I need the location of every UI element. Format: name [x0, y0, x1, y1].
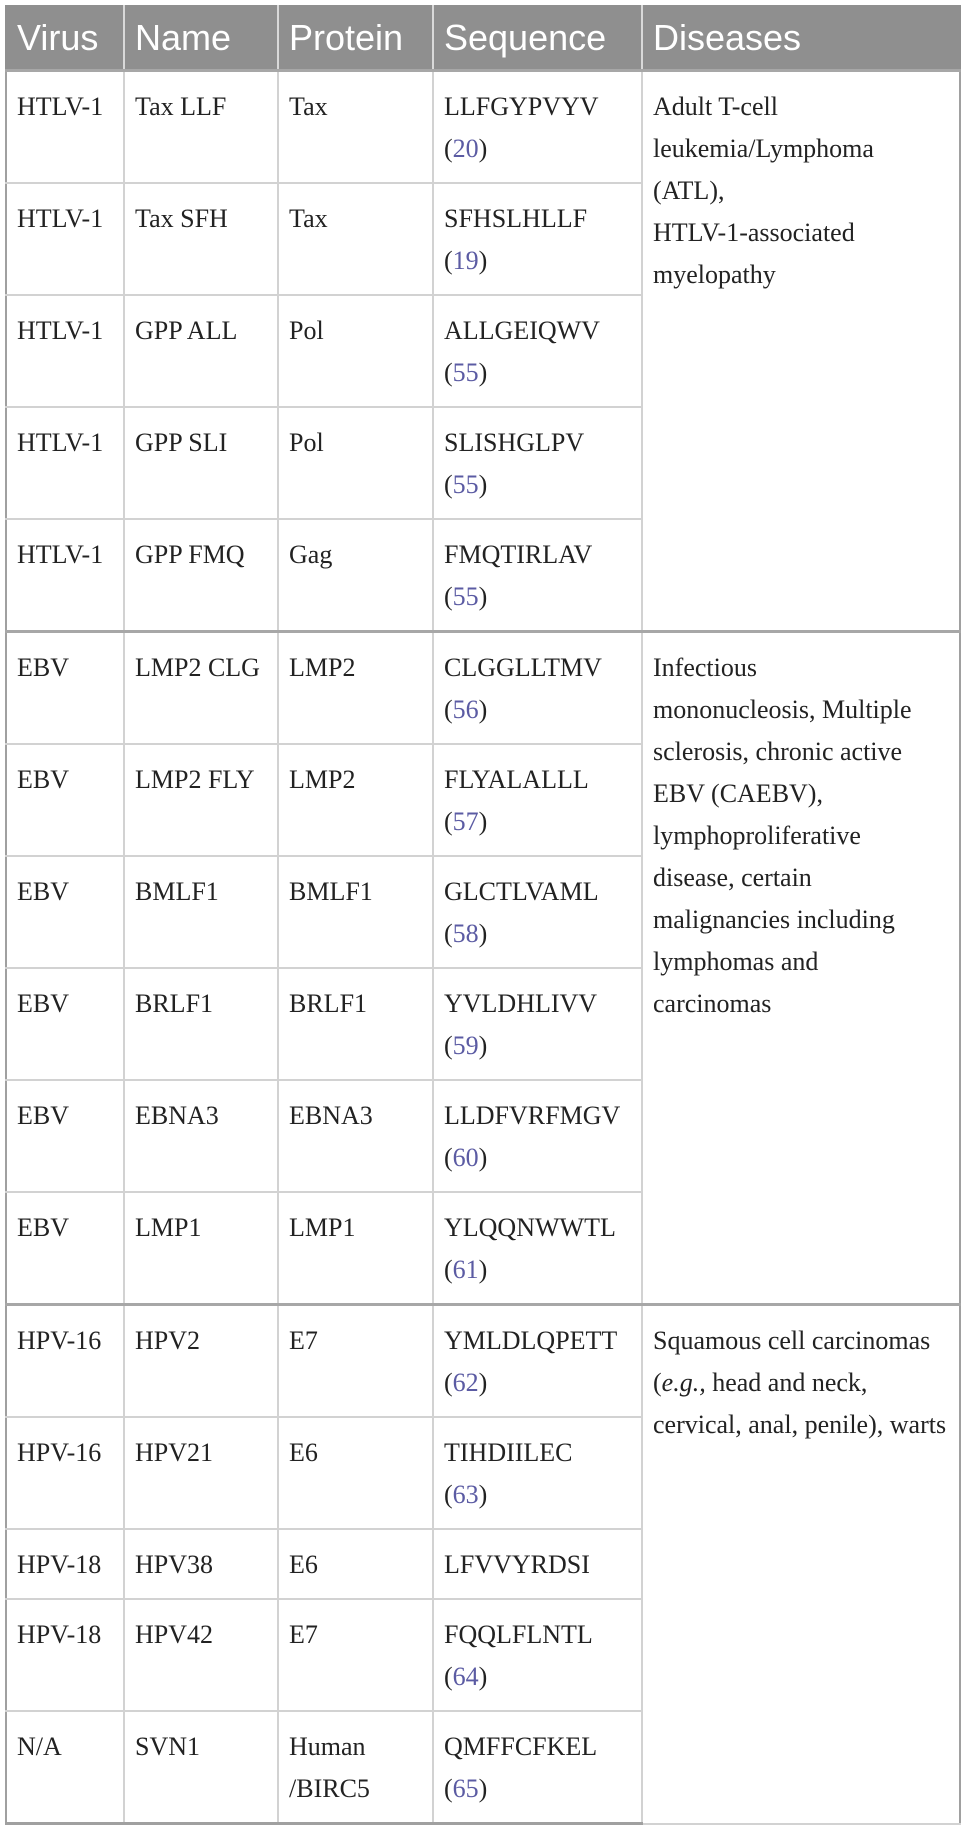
cell-name: GPP SLI [124, 407, 278, 519]
cell-protein: E6 [278, 1417, 433, 1529]
cell-virus: N/A [6, 1711, 124, 1824]
cell-name: EBNA3 [124, 1080, 278, 1192]
sequence-text: FMQTIRLAV [444, 540, 593, 569]
citation [444, 1774, 487, 1803]
disease-line: sclerosis, chronic active [653, 737, 903, 766]
citation-number: 55 [452, 582, 479, 611]
disease-line: leukemia/Lymphoma [653, 134, 874, 163]
cell-name: BMLF1 [124, 856, 278, 968]
cell-virus: EBV [6, 856, 124, 968]
disease-text: Squamous cell carcinomas ( [653, 1326, 931, 1397]
cell-sequence [433, 1599, 642, 1711]
header-virus: Virus [6, 6, 124, 71]
cell-virus: HPV-16 [6, 1305, 124, 1418]
citation-number: 65 [452, 1774, 479, 1803]
cell-protein: Gag [278, 519, 433, 632]
cell-name: BRLF1 [124, 968, 278, 1080]
disease-line: (ATL), [653, 176, 725, 205]
sequence-text: CLGGLLTMV [444, 653, 602, 682]
citation-paren: ) [478, 470, 488, 499]
citation-number: 59 [452, 1031, 479, 1060]
disease-line: disease, certain [653, 863, 812, 892]
sequence-text: GLCTLVAML [444, 877, 599, 906]
sequence-text: YVLDHLIVV [444, 989, 598, 1018]
disease-line: HTLV-1-associated [653, 218, 855, 247]
sequence-text: LLDFVRFMGV [444, 1101, 621, 1130]
citation-number: 63 [452, 1480, 479, 1509]
citation [444, 695, 487, 724]
cell-sequence [433, 632, 642, 745]
header-row [6, 6, 960, 71]
citation-number: 58 [452, 919, 479, 948]
disease-line: myelopathy [653, 260, 776, 289]
citation-paren: ) [478, 1774, 488, 1803]
citation-number: 20 [452, 134, 479, 163]
citation-paren: ( [444, 358, 453, 387]
cell-virus: EBV [6, 632, 124, 745]
citation [444, 1662, 487, 1691]
cell-sequence [433, 1305, 642, 1418]
citation-paren: ( [444, 1143, 453, 1172]
citation-paren: ( [444, 582, 453, 611]
disease-text: head and neck, cervical, anal, penile), warts [653, 1368, 947, 1439]
cell-sequence [433, 856, 642, 968]
citation [444, 1143, 487, 1172]
cell-diseases [642, 71, 960, 632]
citation-paren: ) [478, 695, 488, 724]
citation-number: 61 [452, 1255, 479, 1284]
citation-paren: ( [444, 1662, 453, 1691]
citation [444, 134, 487, 163]
cell-protein: LMP1 [278, 1192, 433, 1305]
disease-line: lymphomas and [653, 947, 819, 976]
citation-paren: ( [444, 1774, 453, 1803]
table-row [6, 1305, 960, 1418]
cell-protein: Pol [278, 407, 433, 519]
protein-line: /BIRC5 [289, 1774, 370, 1803]
header-sequence: Sequence [433, 6, 642, 71]
citation-paren: ( [444, 919, 453, 948]
cell-virus: HPV-18 [6, 1599, 124, 1711]
citation [444, 1031, 487, 1060]
cell-protein: Tax [278, 183, 433, 295]
cell-protein: EBNA3 [278, 1080, 433, 1192]
cell-protein [278, 1711, 433, 1824]
cell-sequence [433, 1711, 642, 1824]
cell-virus: EBV [6, 1080, 124, 1192]
citation-paren: ( [444, 134, 453, 163]
citation-paren: ( [444, 1031, 453, 1060]
cell-virus: HTLV-1 [6, 519, 124, 632]
cell-protein: E7 [278, 1599, 433, 1711]
protein-line: Human [289, 1732, 366, 1761]
citation-number: 62 [452, 1368, 479, 1397]
table-body [6, 71, 960, 1824]
header-diseases: Diseases [642, 6, 960, 71]
peptide-table [5, 5, 961, 1825]
cell-virus: EBV [6, 968, 124, 1080]
cell-sequence [433, 1529, 642, 1599]
sequence-text: QMFFCFKEL [444, 1732, 598, 1761]
citation-paren: ) [478, 807, 488, 836]
cell-sequence [433, 968, 642, 1080]
cell-protein: BRLF1 [278, 968, 433, 1080]
sequence-text: YMLDLQPETT [444, 1326, 618, 1355]
citation-paren: ) [478, 134, 488, 163]
cell-name: HPV42 [124, 1599, 278, 1711]
cell-virus: EBV [6, 1192, 124, 1305]
cell-name: LMP1 [124, 1192, 278, 1305]
citation-paren: ( [444, 1255, 453, 1284]
citation [444, 919, 487, 948]
citation-paren: ) [478, 358, 488, 387]
cell-virus: HTLV-1 [6, 71, 124, 184]
citation-paren: ( [444, 470, 453, 499]
cell-protein: E7 [278, 1305, 433, 1418]
cell-name: Tax SFH [124, 183, 278, 295]
cell-name: Tax LLF [124, 71, 278, 184]
disease-line: Infectious [653, 653, 757, 682]
cell-name: SVN1 [124, 1711, 278, 1824]
cell-sequence [433, 407, 642, 519]
cell-sequence [433, 71, 642, 184]
citation-number: 57 [452, 807, 479, 836]
cell-name: LMP2 CLG [124, 632, 278, 745]
cell-protein: LMP2 [278, 744, 433, 856]
citation [444, 470, 487, 499]
citation-number: 19 [452, 246, 479, 275]
cell-name: LMP2 FLY [124, 744, 278, 856]
sequence-text: SFHSLHLLF [444, 204, 588, 233]
cell-sequence [433, 1417, 642, 1529]
cell-virus: HTLV-1 [6, 295, 124, 407]
citation-number: 55 [452, 358, 479, 387]
cell-protein: Pol [278, 295, 433, 407]
cell-virus: HPV-16 [6, 1417, 124, 1529]
citation-paren: ) [478, 1662, 488, 1691]
citation-paren: ) [478, 582, 488, 611]
cell-name: GPP ALL [124, 295, 278, 407]
cell-virus: EBV [6, 744, 124, 856]
table-row [6, 632, 960, 745]
sequence-text: FLYALALLL [444, 765, 589, 794]
sequence-text: SLISHGLPV [444, 428, 585, 457]
citation-number: 55 [452, 470, 479, 499]
peptide-table-container [5, 5, 959, 1825]
cell-diseases [642, 1305, 960, 1824]
cell-sequence [433, 295, 642, 407]
cell-protein: Tax [278, 71, 433, 184]
citation-paren: ) [478, 1255, 488, 1284]
disease-text-italic: e.g., [661, 1368, 706, 1397]
sequence-text: LLFGYPVYV [444, 92, 599, 121]
cell-sequence [433, 744, 642, 856]
citation-paren: ) [478, 1368, 488, 1397]
sequence-text: ALLGEIQWV [444, 316, 600, 345]
citation-paren: ) [478, 246, 488, 275]
cell-name: HPV38 [124, 1529, 278, 1599]
citation-paren: ( [444, 1368, 453, 1397]
cell-virus: HTLV-1 [6, 407, 124, 519]
citation [444, 1255, 487, 1284]
cell-protein: LMP2 [278, 632, 433, 745]
cell-sequence [433, 183, 642, 295]
disease-line: Adult T-cell [653, 92, 778, 121]
disease-line: malignancies including [653, 905, 895, 934]
citation-paren: ( [444, 246, 453, 275]
disease-line: lymphoproliferative [653, 821, 861, 850]
cell-sequence [433, 1080, 642, 1192]
citation-number: 60 [452, 1143, 479, 1172]
citation-number: 56 [452, 695, 479, 724]
header-protein: Protein [278, 6, 433, 71]
cell-virus: HTLV-1 [6, 183, 124, 295]
sequence-text: TIHDIILEC [444, 1438, 573, 1467]
disease-line: carcinomas [653, 989, 772, 1018]
citation-paren: ( [444, 695, 453, 724]
cell-name: GPP FMQ [124, 519, 278, 632]
citation-paren: ) [478, 1480, 488, 1509]
table-row [6, 71, 960, 184]
citation-paren: ( [444, 1480, 453, 1509]
citation-paren: ) [478, 1143, 488, 1172]
sequence-text: YLQQNWWTL [444, 1213, 616, 1242]
citation [444, 246, 487, 275]
disease-line: mononucleosis, Multiple [653, 695, 912, 724]
citation [444, 1368, 487, 1397]
cell-virus: HPV-18 [6, 1529, 124, 1599]
citation [444, 582, 487, 611]
sequence-text: FQQLFLNTL [444, 1620, 593, 1649]
cell-sequence [433, 519, 642, 632]
cell-diseases [642, 632, 960, 1305]
citation-paren: ) [478, 1031, 488, 1060]
cell-protein: E6 [278, 1529, 433, 1599]
cell-sequence [433, 1192, 642, 1305]
disease-line: EBV (CAEBV), [653, 779, 823, 808]
cell-protein: BMLF1 [278, 856, 433, 968]
header-name: Name [124, 6, 278, 71]
citation-paren: ) [478, 919, 488, 948]
cell-name: HPV21 [124, 1417, 278, 1529]
citation [444, 1480, 487, 1509]
citation [444, 358, 487, 387]
citation-paren: ( [444, 807, 453, 836]
citation-number: 64 [452, 1662, 479, 1691]
citation [444, 807, 487, 836]
sequence-text: LFVVYRDSI [444, 1550, 590, 1579]
cell-name: HPV2 [124, 1305, 278, 1418]
